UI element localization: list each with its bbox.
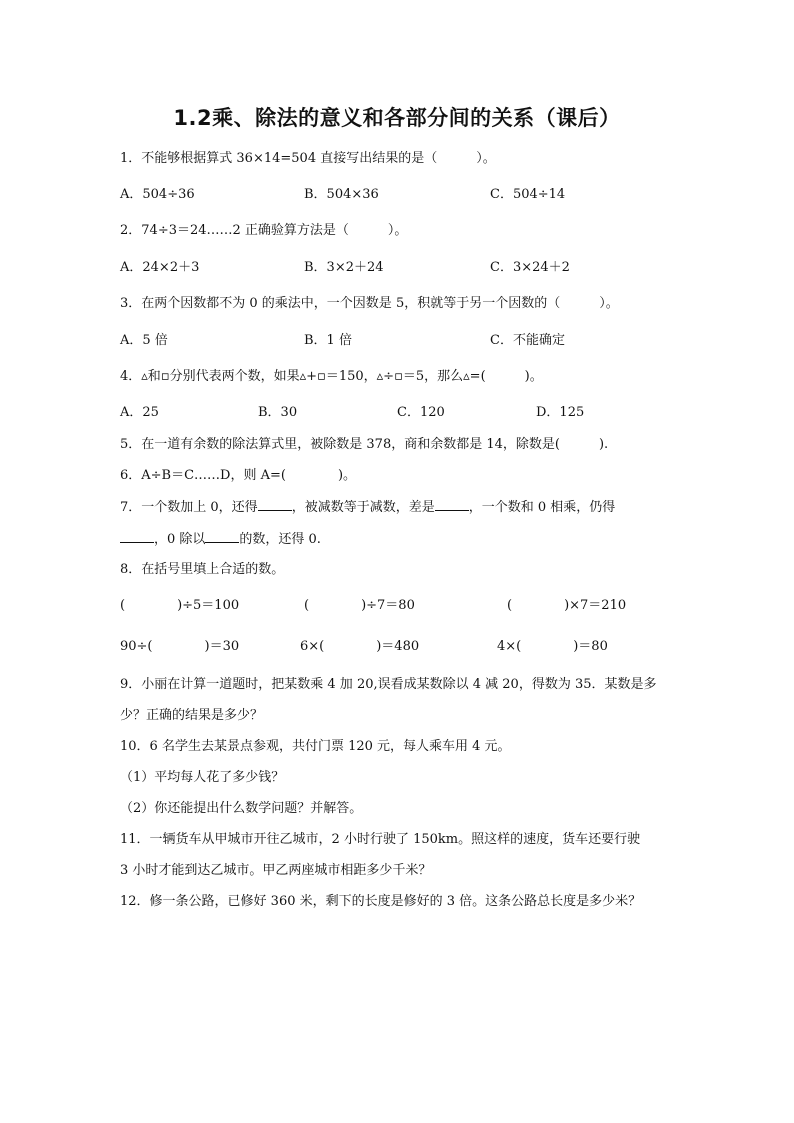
question-1-option-b[interactable]: B．504×36 — [304, 187, 379, 202]
question-2-stem: 2．74÷3＝24……2 正确验算方法是（ ）。 — [120, 223, 408, 238]
question-5: 5．在一道有余数的除法算式里，被除数是 378，商和余数都是 14，除数是( ). — [120, 437, 609, 452]
question-4-option-b[interactable]: B．30 — [258, 405, 298, 420]
question-1-stem: 1．不能够根据算式 36×14=504 直接写出结果的是（ ）。 — [120, 151, 496, 166]
question-6: 6．A÷B＝C……D，则 A=( )。 — [120, 468, 357, 483]
question-8-item[interactable]: ( )×7＝210 — [507, 598, 627, 613]
page-title: 1.2乘、除法的意义和各部分间的关系（课后） — [173, 106, 621, 130]
question-8-item[interactable]: 6×( )＝480 — [300, 639, 420, 654]
question-4-option-a[interactable]: A．25 — [120, 405, 159, 420]
question-7-text-3: ，一个数和 0 相乘，仍得 — [468, 500, 616, 515]
question-4-stem: 4．▵和▫分别代表两个数，如果▵+▫＝150，▵÷▫＝5，那么▵=( )。 — [120, 369, 543, 384]
question-11-line-1: 11．一辆货车从甲城市开往乙城市，2 小时行驶了 150km。照这样的速度，货车还要行驶 — [120, 832, 641, 847]
question-10-stem: 10．6 名学生去某景点参观，共付门票 120 元，每人乘车用 4 元。 — [120, 739, 511, 754]
answer-blank[interactable] — [258, 498, 292, 511]
answer-blank[interactable] — [435, 498, 469, 511]
question-1-option-c[interactable]: C．504÷14 — [490, 187, 566, 202]
question-8-item[interactable]: ( )÷7＝80 — [304, 598, 415, 613]
question-1-option-a[interactable]: A．504÷36 — [120, 187, 195, 202]
question-3-stem: 3．在两个因数都不为 0 的乘法中，一个因数是 5，积就等于另一个因数的（ ）。 — [120, 296, 619, 311]
question-7-line-1 — [120, 498, 615, 517]
answer-blank[interactable] — [120, 530, 154, 543]
question-8-item[interactable]: 4×( )＝80 — [497, 639, 608, 654]
question-10-sub-2: （2）你还能提出什么数学问题？并解答。 — [120, 801, 363, 816]
question-12: 12．修一条公路，已修好 360 米，剩下的长度是修好的 3 倍。这条公路总长度是多少米？ — [120, 894, 642, 909]
question-8-item[interactable]: ( )÷5＝100 — [120, 598, 240, 613]
question-11-line-2: 3 小时才能到达乙城市。甲乙两座城市相距多少千米？ — [120, 863, 432, 878]
question-7-text-2: ，被减数等于减数，差是 — [291, 500, 435, 515]
question-9-line-1: 9．小丽在计算一道题时，把某数乘 4 加 20,误看成某数除以 4 减 20，得数为 35．某数是多 — [120, 677, 657, 692]
question-3-option-a[interactable]: A．5 倍 — [120, 333, 168, 348]
question-4-option-d[interactable]: D．125 — [536, 405, 585, 420]
answer-blank[interactable] — [205, 530, 239, 543]
question-4-option-c[interactable]: C．120 — [397, 405, 445, 420]
question-7-text-5: 的数，还得 0. — [239, 532, 321, 547]
question-3-option-b[interactable]: B．1 倍 — [304, 333, 352, 348]
question-2-option-a[interactable]: A．24×2＋3 — [120, 260, 200, 275]
question-9-line-2: 少？正确的结果是多少？ — [120, 708, 264, 723]
question-7-line-2 — [120, 530, 321, 549]
question-7-text-1: 7．一个数加上 0，还得 — [120, 500, 258, 515]
question-8-stem: 8．在括号里填上合适的数。 — [120, 562, 285, 577]
question-10-sub-1: （1）平均每人花了多少钱？ — [120, 770, 285, 785]
question-2-option-b[interactable]: B．3×2＋24 — [304, 260, 384, 275]
question-8-item[interactable]: 90÷( )＝30 — [120, 639, 240, 654]
question-7-text-4: ，0 除以 — [154, 532, 206, 547]
question-3-option-c[interactable]: C．不能确定 — [490, 333, 565, 348]
question-2-option-c[interactable]: C．3×24＋2 — [490, 260, 570, 275]
